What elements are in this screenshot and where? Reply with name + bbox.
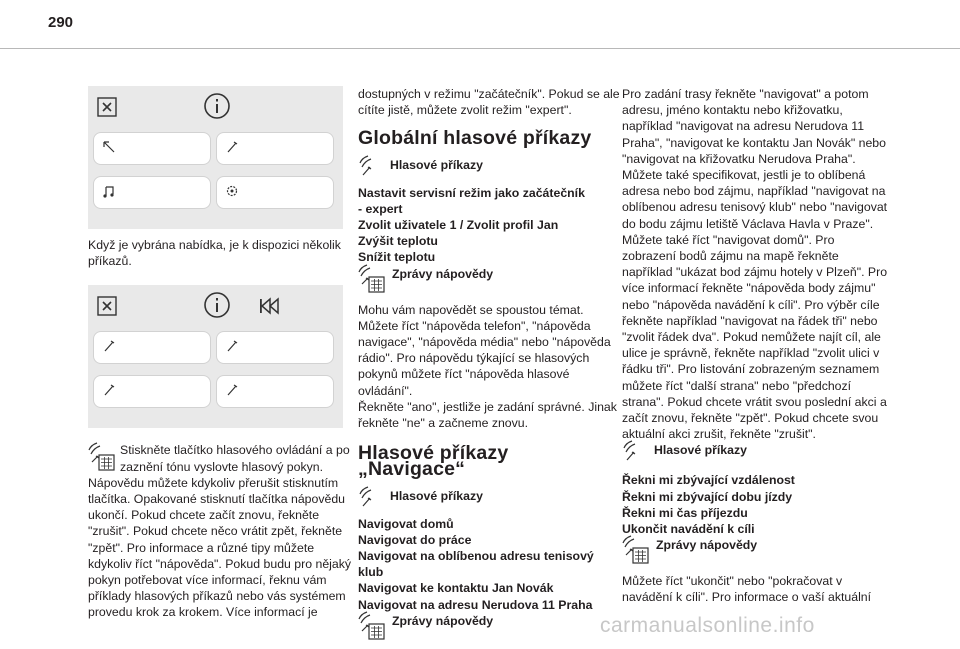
help-messages-label: Zprávy nápovědy [392,613,494,628]
voice-command-icon [358,486,384,508]
column-1 [88,86,358,621]
rewind-icon [258,295,284,317]
command-item: Navigovat domů [358,516,454,531]
command-item: Řekni mi čas příjezdu [622,505,748,520]
voice-command-icon [622,440,648,462]
watermark: carmanualsonline.info [600,614,815,637]
navigation-icon [102,140,116,154]
section-heading-navigation: Hlasové příkazy „Navigace“ [358,442,509,481]
command-item: Řekni mi zbývající vzdálenost [622,473,795,488]
tip-inline-text: Stiskněte tlačítko hlasového ovládání a po zaznění tónu vyslovte hlasový pokyn. [120,443,350,474]
screen-illustration-2 [88,285,343,428]
help-message-icon [622,535,650,565]
close-screen-icon [96,295,118,317]
voice-commands-label-row [358,155,620,177]
help-message-icon [88,442,116,472]
help-text: Můžete říct "ukončit" nebo "pokračovat v navádění k cíli". Pro informace o vaší aktuální [622,574,872,605]
intro-text: dostupných v režimu "začátečník". Pokud se ale cítíte jistě, můžete zvolit režim "expert". [358,87,620,118]
column-2 [358,86,620,641]
help-text: Mohu vám napovědět se spoustou témat. Můžete říct "nápověda telefon", "nápověda navigace", "nápověda média" nebo "nápověda rádio". Pro nápovědu týkající se hlasových pokynů můžete říct "nápověda hlasové ovládání". [358,302,611,398]
menu-tile [216,132,334,165]
info-icon [203,291,231,319]
help-messages-label-row [358,252,620,294]
command-item: Zvolit uživatele 1 / Zvolit profil Jan [358,218,559,233]
help-text: Řekněte "ano", jestliže je zadání správné. Jinak řekněte "ne" a začneme znovu. [358,399,617,431]
help-messages-label-row [622,523,890,565]
close-screen-icon [96,96,118,118]
command-item: Ukončit navádění k cíli [622,522,755,537]
menu-tile [93,375,211,408]
command-item: - expert [358,201,403,216]
voice-commands-label: Hlasové příkazy [390,488,483,503]
command-item: Navigovat ke kontaktu Jan Novák [358,581,554,596]
header-divider [0,48,960,49]
column-3 [622,86,890,606]
screen-illustration-1 [88,86,343,229]
menu-tile [93,176,211,209]
voice-command-icon [358,155,384,177]
command-item: Řekni mi zbývající dobu jízdy [622,489,793,504]
menu-tile [216,375,334,408]
command-item: Zvýšit teplotu [358,234,438,249]
voice-commands-label-row [622,440,890,462]
tip-block [88,442,358,620]
voice-commands-label: Hlasové příkazy [390,157,483,172]
phone-icon [225,339,239,353]
command-item: Navigovat do práce [358,532,472,547]
phone-icon [225,140,239,154]
command-item: Navigovat na adresu Nerudova 11 Praha [358,597,593,612]
navigation-help-text: Pro zadání trasy řekněte "navigovat" a potom adresu, jméno kontaktu nebo křižovatku, například "navigovat na adresu Nerudova 11 Praha", "navigovat ke kontaktu Jan Novák" nebo "navigovat na křižovatku Nerudova Praha". Můžete také specifikovat, jestli je to oblíbená adresa nebo bod zájmu, například "navigovat na oblíbenou adresu tenisový klub" nebo "navigovat do bodu zájmu letiště Václava Havla v Praze". Můžete také říct "navigovat domů". Pro zobrazení bodů zájmu na mapě řekněte například "ukázat bod zájmu hotely v Plzeň". Pro více informací řekněte "nápověda body zájmu" nebo "nápověda navádění k cíli". Pro výběr cíle řekněte například "navigovat na řádek tři" nebo "zvolit řádek dva". Pokud nemůžete najít cíl, ale ulice je správně, řekněte například "zvolit ulici v řádku tři". Pro listování zobrazeným seznamem můžete říct "další strana" nebo "předchozí strana". Pokud chcete vrátit svou poslední akci a začít znovu, řekněte "zpět". Pokud chcete svou aktuální akci zrušit, řekněte "zrušit". [622,87,888,442]
tip-rest-text: Nápovědu můžete kdykoliv přerušit stisknutím tlačítka. Opakované stisknutí tlačítka nápovědu ukončí. Pokud chcete začít znovu, řekněte "zrušit". Pokud chcete něco vrátit zpět, řekněte "zpět". Pro informace a různé tipy můžete kdykoliv říct "nápověda". Pokud budu pro nějaký pokyn potřebovat více informací, řeknu vám příklady hlasových příkazů nebo vás systémem provedu krok za krokem. Více informací je [88,475,352,620]
help-message-icon [358,611,386,641]
settings-icon [225,184,239,198]
phone-icon [102,383,116,397]
help-message-icon [358,264,386,294]
menu-tile [216,331,334,364]
command-item: Navigovat na oblíbenou adresu tenisový klub [358,549,594,580]
menu-tile [216,176,334,209]
section-heading-global: Globální hlasové příkazy [358,127,592,150]
voice-commands-label: Hlasové příkazy [654,443,747,458]
menu-caption: Když je vybrána nabídka, je k dispozici několik příkazů. [88,238,341,269]
voice-commands-label-row [358,486,620,508]
help-messages-label: Zprávy nápovědy [392,266,494,281]
command-item: Snížit teplotu [358,250,436,265]
help-messages-label: Zprávy nápovědy [656,538,758,553]
page-number: 290 [48,14,74,31]
info-icon [203,92,231,120]
menu-tile [93,132,211,165]
phone-icon [225,383,239,397]
menu-tile [93,331,211,364]
music-icon [102,184,116,198]
command-item: Nastavit servisní režim jako začátečník [358,185,585,200]
phone-icon [102,339,116,353]
